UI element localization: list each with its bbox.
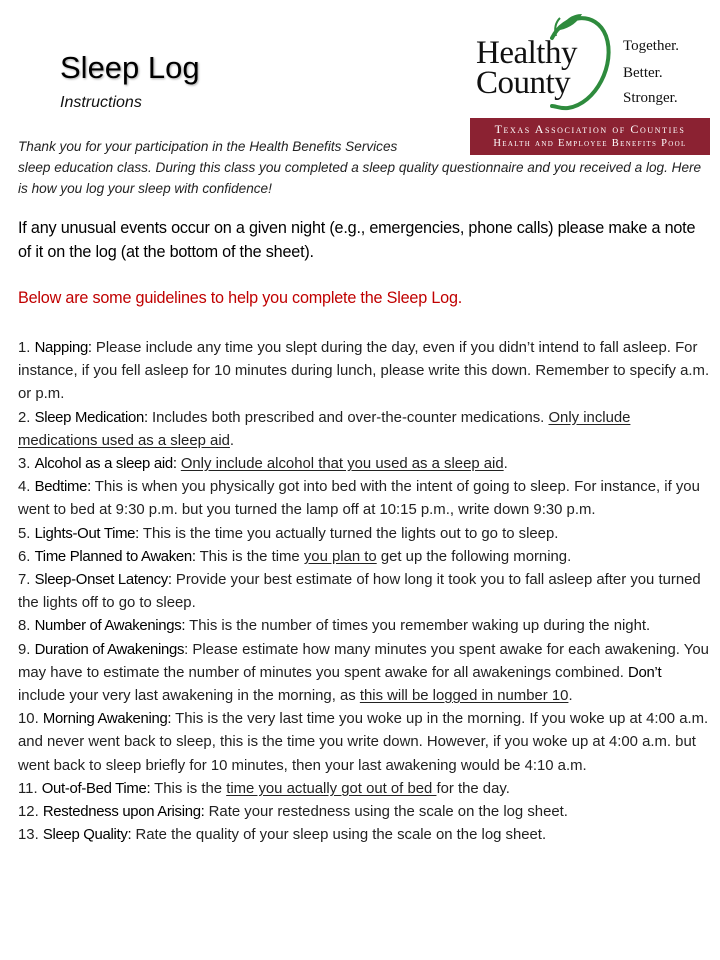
item-text: Please include any time you slept during the day, even if you didn’t intend to fall asleep. For instance, if you fell asleep for 10 minutes during lunch, please write this down. Remember to specify a.m. or p.m. — [18, 340, 710, 403]
item-term: Napping: — [34, 340, 92, 356]
list-item — [18, 708, 710, 778]
healthy-county-logo — [468, 8, 710, 155]
item-after: for the day. — [436, 780, 510, 797]
item-term: Alcohol as a sleep aid: — [34, 456, 177, 473]
item-number: 9. — [18, 641, 35, 658]
list-item — [18, 546, 710, 569]
item-term-dont: Don’t — [628, 664, 662, 681]
list-item — [18, 801, 710, 824]
item-underline: you plan to — [303, 548, 377, 565]
item-number: 1. — [18, 340, 35, 356]
item-text: This is the time you actually turned the lights out to go to sleep. — [139, 525, 559, 542]
item-text: This is the number of times you remember waking up during the night. — [185, 618, 651, 635]
item-text: Includes both prescribed and over-the-counter medications. — [147, 409, 549, 426]
list-item — [18, 824, 710, 847]
logo-tagline-2: Better. — [623, 65, 663, 81]
item-text: This is the very last time you woke up in the morning. If you woke up at 4:00 a.m. and never went back to sleep, this is the time you write down. However, if you woke up at 4:00 a.m. but went back to sleep briefly for 10 minutes, then your last awakening would be 4:10 a.m. — [18, 711, 709, 774]
item-after: . — [568, 688, 573, 705]
list-item — [18, 639, 710, 709]
tac-band-line2: Health and Employee Benefits Pool — [493, 138, 687, 149]
item-text: : Please estimate how many minutes you spent awake for each awakening. You may have to estimate the number of minutes you spent awake for all awakenings combined. — [18, 641, 709, 681]
item-number: 7. — [18, 572, 35, 589]
logo-tagline-1: Together. — [623, 38, 680, 54]
item-text: Rate the quality of your sleep using the scale on the log sheet. — [131, 827, 547, 844]
item-number: 3. — [18, 456, 35, 473]
intro-rest: sleep education class. During this class you completed a sleep quality questionnaire and you received a log. Here is how you log your sleep with confidence! — [18, 160, 702, 196]
logo-word-healthy: Healthy — [476, 35, 577, 71]
item-underline: Only include alcohol that you used as a sleep aid — [180, 456, 504, 473]
item-term: Sleep Quality: — [42, 827, 132, 844]
intro-paragraph — [18, 136, 708, 199]
item-number: 10. — [18, 711, 43, 728]
list-item — [18, 569, 710, 615]
item-number: 11. — [18, 780, 42, 797]
guidelines-heading: Below are some guidelines to help you complete the Sleep Log. — [18, 289, 463, 307]
item-text: Provide your best estimate of how long it took you to fall asleep after you turned the lights off to go to sleep. — [18, 572, 701, 612]
tac-band-line1: Texas Association of Counties — [494, 122, 686, 136]
item-text-2: include your very last awakening in the morning, as — [18, 688, 360, 705]
item-number: 13. — [18, 827, 43, 844]
unusual-events-notice: If any unusual events occur on a given night (e.g., emergencies, phone calls) please make a note of it on the log (at the bottom of the sheet). — [18, 219, 696, 261]
list-item — [18, 476, 710, 522]
page-subtitle: Instructions — [60, 94, 142, 111]
item-term: Number of Awakenings: — [34, 618, 186, 635]
item-after: get up the following morning. — [376, 548, 572, 565]
item-after: . — [229, 432, 235, 449]
list-item — [18, 453, 710, 476]
item-term: Duration of Awakenings — [34, 641, 185, 658]
item-number: 5. — [18, 525, 35, 542]
item-term: Bedtime: — [34, 479, 91, 496]
item-text: Rate your restedness using the scale on the log sheet. — [204, 804, 568, 821]
item-after: . — [503, 456, 508, 473]
guidelines-list — [18, 337, 710, 847]
list-item — [18, 407, 710, 453]
item-number: 8. — [18, 618, 35, 635]
list-item — [18, 523, 710, 546]
item-text: This is the time — [195, 548, 304, 565]
intro-line1: Thank you for your participation in the Health Benefits Services — [18, 139, 398, 154]
item-underline: time you actually got out of bed — [226, 780, 437, 797]
item-term: Time Planned to Awaken: — [34, 548, 196, 565]
item-underline: Only include medications used as a sleep aid — [18, 409, 631, 449]
item-text: This is the — [150, 780, 227, 797]
item-text: This is when you physically got into bed with the intent of going to sleep. For instance, if you went to bed at 9:30 p.m. but you turned the lamp off at 10:15 p.m., write down 9:30 p.m. — [18, 479, 700, 519]
list-item — [18, 778, 710, 801]
logo-word-county: County — [476, 65, 571, 101]
list-item — [18, 337, 710, 407]
item-term: Morning Awakening: — [42, 711, 172, 728]
item-term: Sleep Medication: — [34, 409, 148, 426]
list-item — [18, 615, 710, 638]
item-term: Restedness upon Arising: — [42, 804, 205, 821]
item-number: 4. — [18, 479, 35, 496]
item-term: Sleep-Onset Latency: — [34, 572, 172, 589]
item-term: Lights-Out Time: — [34, 525, 139, 542]
logo-tagline-3: Stronger. — [623, 90, 678, 106]
item-number: 12. — [18, 804, 43, 821]
page-title: Sleep Log — [60, 50, 200, 85]
item-underline: this will be logged in number 10 — [359, 688, 569, 705]
item-number: 6. — [18, 548, 35, 565]
item-term: Out-of-Bed Time: — [41, 780, 151, 797]
item-number: 2. — [18, 409, 35, 426]
